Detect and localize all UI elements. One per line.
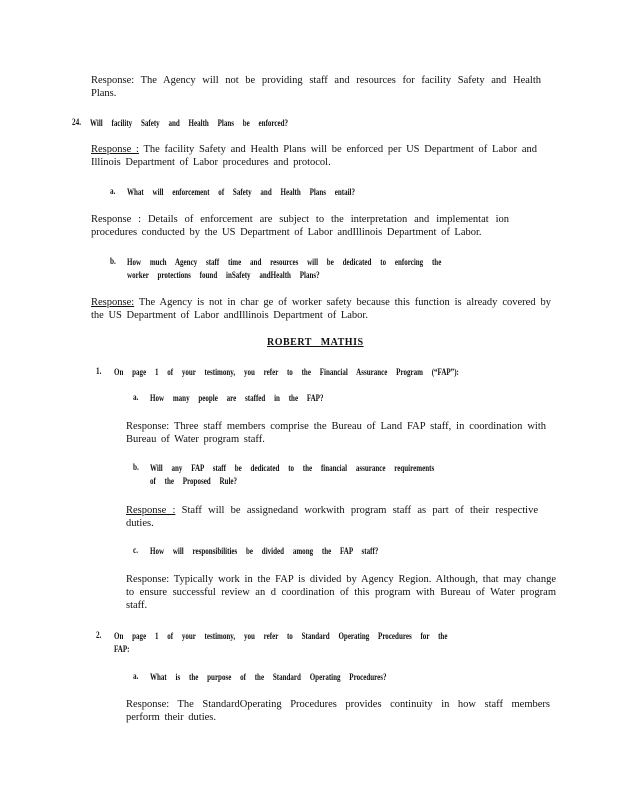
response-label: Response: xyxy=(126,421,170,432)
response-label: Response: xyxy=(126,699,170,710)
response-text: The Agency will not be providing staff and resources for facility Safety and Health Plans. xyxy=(91,75,541,99)
section-heading: ROBERT MATHIS xyxy=(267,337,364,348)
question-text-line-2: of the Proposed Rule? xyxy=(150,476,238,486)
question-number: 1. xyxy=(96,366,102,376)
question-number: 24. xyxy=(72,117,81,127)
question-text: How will responsibilities be divided among the FAP staff? xyxy=(150,546,379,556)
question-text-line-1: Will any FAP staff be dedicated to the financial assurance requirements xyxy=(150,463,435,473)
response-text: : Details of enforcement are subject to the interpretation and implementat ion procedures conducted by the US Department of Labor andIllinois Department of Labor. xyxy=(91,214,509,238)
question-letter: a. xyxy=(133,671,139,681)
question-letter: a. xyxy=(110,186,116,196)
response-label: Response: xyxy=(91,297,135,308)
response-label: Response: xyxy=(126,574,170,585)
response-text: Typically work in the FAP is divided by Agency Region. Although, that may change to ensure successful review an d coordination of this program with Bureau of Water program staff. xyxy=(126,574,556,611)
response-24a xyxy=(91,213,509,239)
question-letter: a. xyxy=(133,392,139,402)
response-text: Staff will be assignedand workwith program staff as part of their respective duties. xyxy=(126,505,538,529)
response-mathis-1c xyxy=(126,573,556,612)
question-letter: c. xyxy=(133,545,138,555)
response-label: Response xyxy=(91,214,132,225)
question-text: What will enforcement of Safety and Health Plans entail? xyxy=(127,187,356,197)
response-text: The facility Safety and Health Plans will be enforced per US Department of Labor and Illinois Department of Labor procedures and protocol. xyxy=(91,144,538,168)
response-label: Response : xyxy=(91,144,139,155)
question-text-line-1: How much Agency staff time and resources will be dedicated to enforcing the xyxy=(127,257,442,267)
response-text: Three staff members comprise the Bureau of Land FAP staff, in coordination with Bureau of Water program staff. xyxy=(126,421,546,445)
response-mathis-2a xyxy=(126,698,550,724)
question-text: On page 1 of your testimony, you refer to the Financial Assurance Program (“FAP”): xyxy=(114,367,459,377)
question-text-line-2: FAP: xyxy=(114,644,130,654)
question-number: 2. xyxy=(96,630,102,640)
question-text-line-1: On page 1 of your testimony, you refer to Standard Operating Procedures for the xyxy=(114,631,448,641)
response-mathis-1a xyxy=(126,420,546,446)
response-plans xyxy=(91,74,541,100)
question-letter: b. xyxy=(110,256,116,266)
question-text: What is the purpose of the Standard Operating Procedures? xyxy=(150,672,387,682)
response-label: Response: xyxy=(91,75,135,86)
question-text: Will facility Safety and Health Plans be enforced? xyxy=(90,118,289,128)
question-text: How many people are staffed in the FAP? xyxy=(150,393,324,403)
question-mathis-2 xyxy=(96,630,546,658)
response-text: The StandardOperating Procedures provides continuity in how staff members perform their duties. xyxy=(126,699,550,723)
response-mathis-1b xyxy=(126,504,538,530)
response-24b xyxy=(91,296,551,322)
response-24 xyxy=(91,143,537,169)
response-label: Response : xyxy=(126,505,176,516)
question-24b xyxy=(110,256,530,284)
question-letter: b. xyxy=(133,462,139,472)
response-text: The Agency is not in char ge of worker safety because this function is already covered by the US Department of Labor andIllinois Department of Labor. xyxy=(91,297,551,321)
question-text-line-2: worker protections found inSafety andHealth Plans? xyxy=(127,270,320,280)
question-mathis-1b xyxy=(133,462,533,490)
